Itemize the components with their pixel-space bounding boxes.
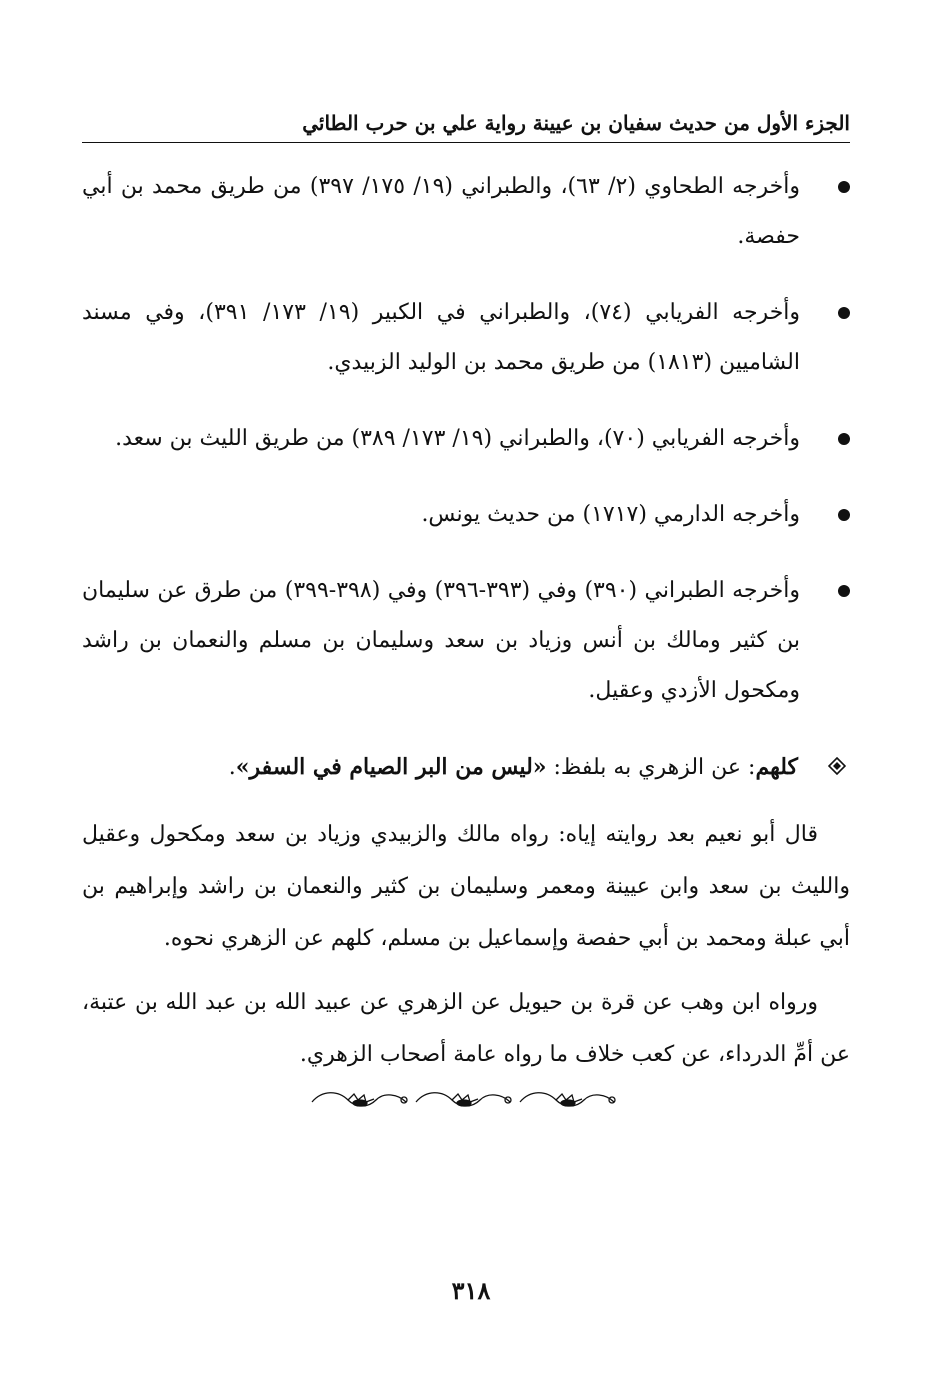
ornament-segment	[312, 1093, 407, 1106]
kalamhum-quote: «ليس من البر الصيام في السفر»	[235, 754, 547, 780]
list-item	[82, 566, 850, 716]
list-item	[82, 490, 850, 540]
list-item-text: وأخرجه الطبراني (٣٩٠) وفي (٣٩٣-٣٩٦) وفي (٣٩٨-٣٩٩) من طرق عن سليمان بن كثير ومالك بن أنس وزياد بن سعد وسليمان بن مسلم والنعمان بن راشد ومكحول الأزدي وعقيل.	[82, 578, 800, 703]
diamond-bullet-icon	[828, 757, 846, 775]
kalamhum-line	[82, 742, 850, 793]
bullet-dot-icon	[838, 433, 850, 445]
bullet-dot-icon	[838, 181, 850, 193]
bullet-dot-icon	[838, 509, 850, 521]
list-item-text: وأخرجه الدارمي (١٧١٧) من حديث يونس.	[421, 502, 800, 527]
header-rule	[82, 142, 850, 143]
paragraph: ورواه ابن وهب عن قرة بن حيويل عن الزهري عن عبيد الله بن عبد الله بن عتبة، عن أمِّ الدرداء، عن كعب خلاف ما رواه عامة أصحاب الزهري.	[82, 990, 850, 1067]
page-number: ٣١٨	[451, 1276, 491, 1305]
list-item	[82, 162, 850, 262]
page-body	[82, 162, 850, 1093]
takhrij-list	[82, 162, 850, 716]
list-item-text: وأخرجه الفريابي (٧٠)، والطبراني (١٩/ ١٧٣/ ٣٨٩) من طريق الليث بن سعد.	[115, 426, 800, 451]
list-item-text: وأخرجه الطحاوي (٢/ ٦٣)، والطبراني (١٩/ ١٧٥/ ٣٩٧) من طريق محمد بن أبي حفصة.	[82, 174, 800, 249]
bullet-dot-icon	[838, 307, 850, 319]
kalamhum-text: : عن الزهري به بلفظ:	[546, 755, 756, 780]
floral-ornament-icon	[308, 1086, 618, 1116]
ornament-segment	[416, 1093, 511, 1106]
list-item	[82, 414, 850, 464]
list-item	[82, 288, 850, 388]
running-header: الجزء الأول من حديث سفيان بن عيينة رواية علي بن حرب الطائي	[302, 111, 850, 135]
ornament-segment	[520, 1093, 615, 1106]
kalamhum-end: .	[228, 755, 236, 780]
list-item-text: وأخرجه الفريابي (٧٤)، والطبراني في الكبير (١٩/ ١٧٣/ ٣٩١)، وفي مسند الشاميين (١٨١٣) من طريق محمد بن الوليد الزبيدي.	[82, 300, 801, 375]
bullet-dot-icon	[838, 585, 850, 597]
paragraph: قال أبو نعيم بعد روايته إياه: رواه مالك والزبيدي وزياد بن سعد ومكحول وعقيل والليث بن سعد وابن عيينة ومعمر وسليمان بن كثير والنعمان بن راشد وإبراهيم بن أبي عبلة ومحمد بن أبي حفصة وإسماعيل بن مسلم، كلهم عن الزهري نحوه.	[82, 822, 850, 951]
kalamhum-label: كلهم	[755, 754, 798, 780]
